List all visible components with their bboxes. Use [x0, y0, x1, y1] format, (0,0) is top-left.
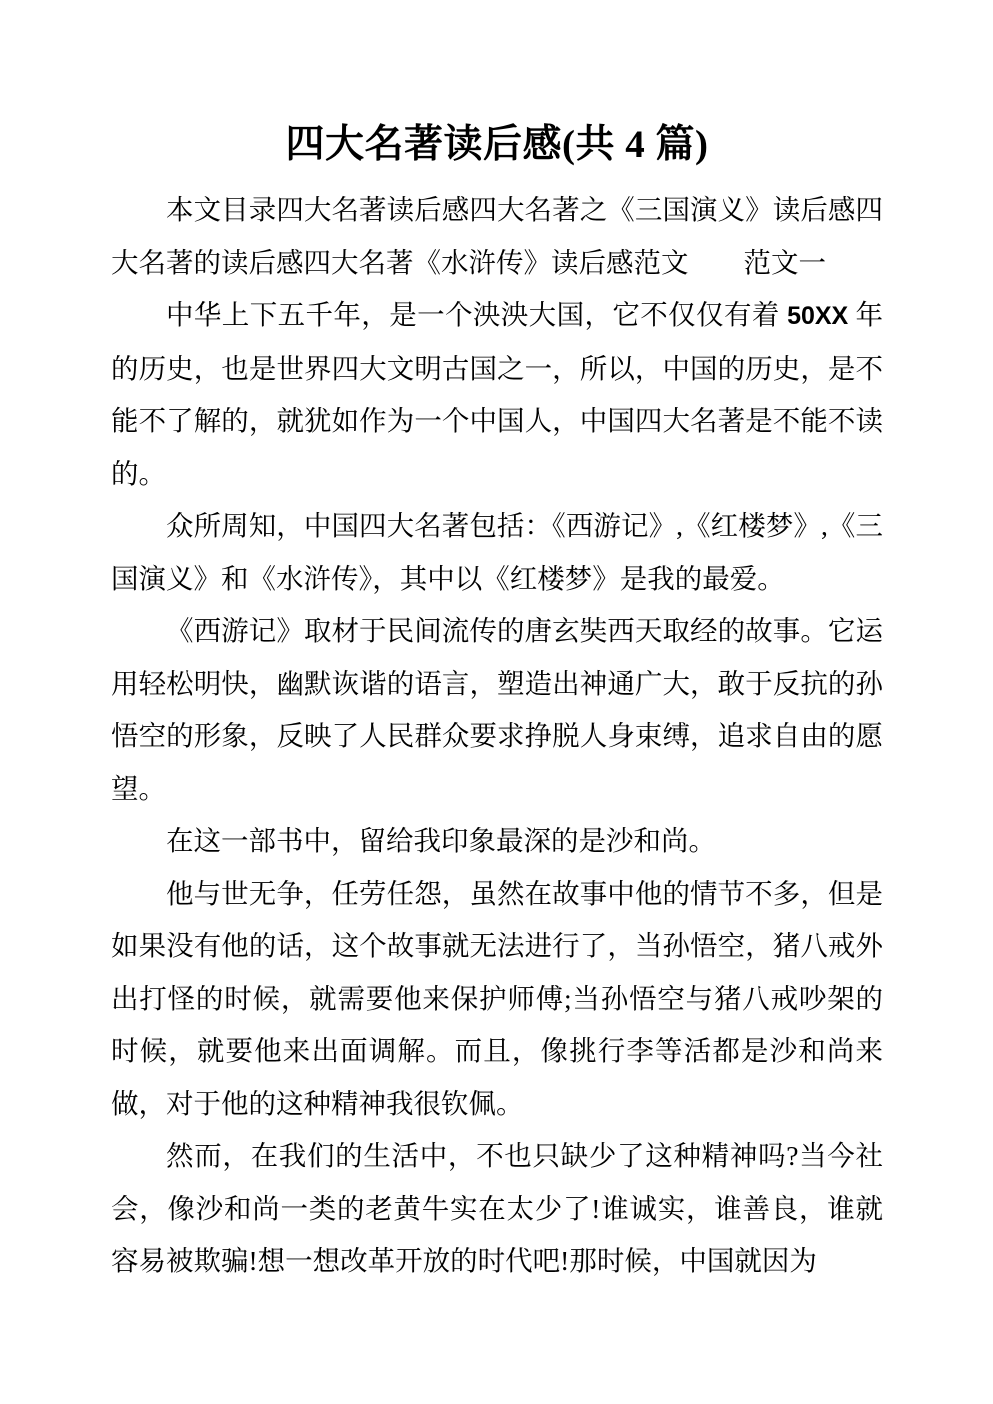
- page-title: 四大名著读后感(共 4 篇): [285, 123, 709, 166]
- paragraph-reflection-society: 然而，在我们的生活中，不也只缺少了这种精神吗?当今社会，像沙和尚一类的老黄牛实在太少了!谁诚实，谁善良，谁就容易被欺骗!想一想改革开放的时代吧!那时候，中国就因为: [111, 1140, 883, 1276]
- intro-history-text-before: 中华上下五千年，是一个泱泱大国，它不仅仅有着: [166, 299, 788, 330]
- intro-history-text-after: 年的历史，也是世界四大文明古国之一，所以，中国的历史，是不能不了解的，就犹如作为一个中国人，中国四大名著是不能不读的。: [111, 299, 884, 489]
- paragraph-four-classics-list: 众所周知，中国四大名著包括：《西游记》,《红楼梦》,《三国演义》和《水浒传》，其中以《红楼梦》是我的最爱。: [111, 510, 883, 594]
- paragraph-table-of-contents: 本文目录四大名著读后感四大名著之《三国演义》读后感四大名著的读后感四大名著《水浒传》读后感范文 范文一: [111, 194, 883, 278]
- paragraph-intro-history: [111, 289, 883, 500]
- year-value-50xx: 50XX: [787, 302, 849, 330]
- paragraph-deepest-impression: 在这一部书中，留给我印象最深的是沙和尚。: [166, 825, 716, 856]
- paragraph-sha-monk-description: 他与世无争，任劳任怨，虽然在故事中他的情节不多，但是如果没有他的话，这个故事就无法进行了，当孙悟空，猪八戒外出打怪的时候，就需要他来保护师傅;当孙悟空与猪八戒吵架的时候，就要他来出面调解。而且，像挑行李等活都是沙和尚来做，对于他的这种精神我很钦佩。: [111, 877, 883, 1119]
- paragraph-journey-west-intro: 《西游记》取材于民间流传的唐玄奘西天取经的故事。它运用轻松明快，幽默诙谐的语言，塑造出神通广大，敢于反抗的孙悟空的形象，反映了人民群众要求挣脱人身束缚，追求自由的愿望。: [111, 615, 883, 804]
- document-body: [111, 118, 883, 1288]
